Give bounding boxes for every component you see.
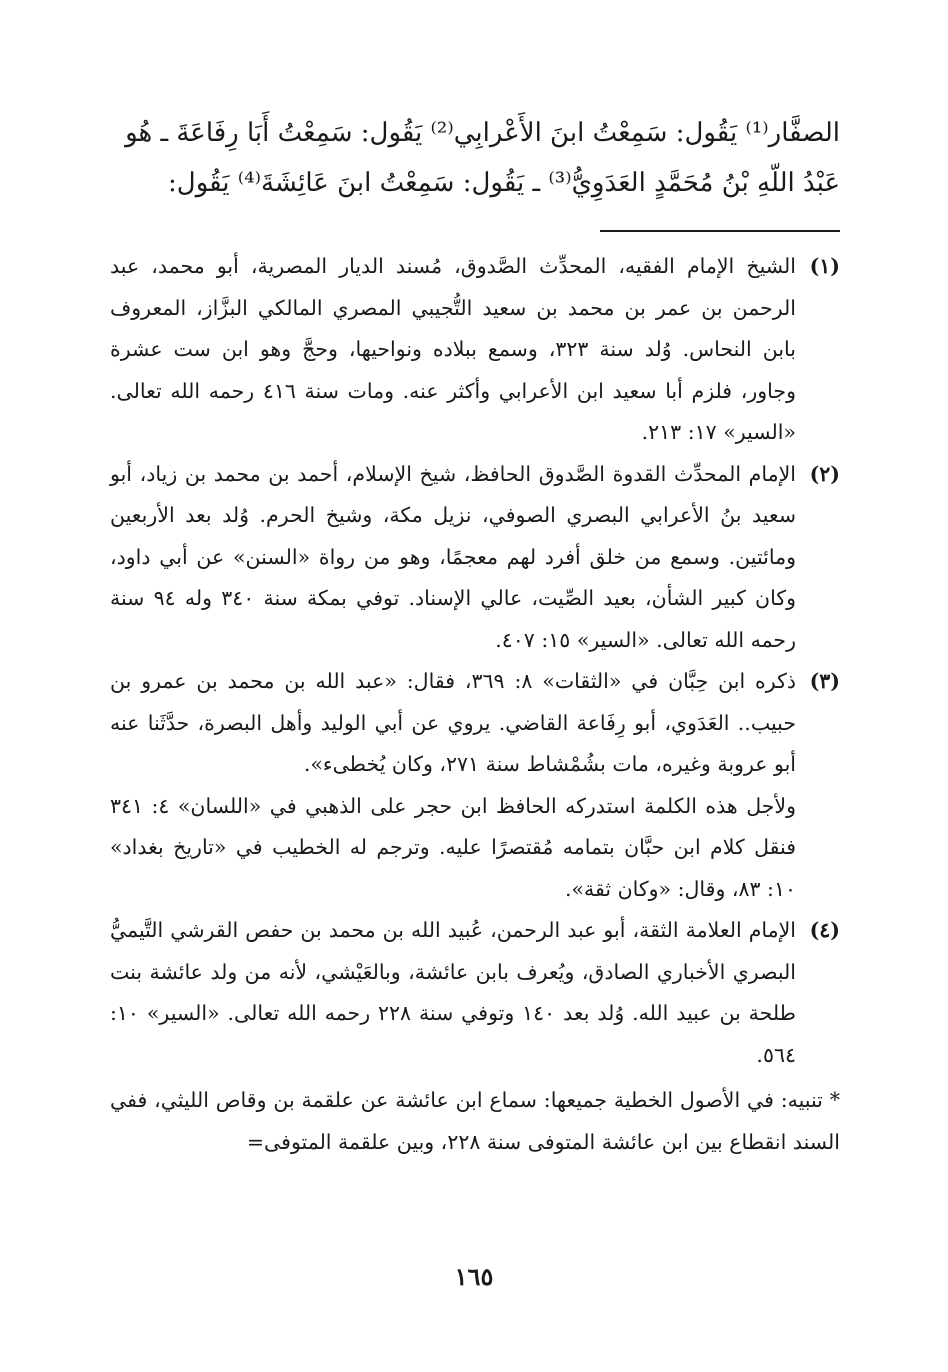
footnote-number: (١) xyxy=(809,254,840,278)
editorial-note: * تنبيه: في الأصول الخطية جميعها: سماع ابن عائشة عن علقمة بن وقاص الليثي، ففي السند انقطاع بين ابن عائشة المتوفى سنة ٢٢٨، وبين علقمة المتوفى= xyxy=(110,1088,840,1154)
footnote-2 xyxy=(110,454,840,662)
footnote-text: الشيخ الإمام الفقيه، المحدِّث الصَّدوق، مُسند الديار المصرية، أبو محمد، عبد الرحمن بن عمر بن محمد بن سعيد التُّجيبي المصري المالكي البزَّاز، المعروف بابن النحاس. وُلد سنة ٣٢٣، وسمع ببلاده ونواحيها، وحجَّ وهو ابن ست عشرة وجاور، فلزم أبا سعيد ابن الأعرابي وأكثر عنه. ومات سنة ٤١٦ رحمه الله تعالى. «السير» ١٧: ٢١٣. xyxy=(110,254,796,444)
footnote-3 xyxy=(110,661,840,910)
footnote-4 xyxy=(110,910,840,1076)
footnote-text: ذكره ابن حِبَّان في «الثقات» ٨: ٣٦٩، فقال: «عبد الله بن محمد بن عمرو بن حبيب.. العَدَوي، أبو رِفَاعة القاضي. يروي عن أبي الوليد وأهل البصرة، حدَّثَنا عنه أبو عروبة وغيره، مات بشُمْشاط سنة ٢٧١، وكان يُخطىء». xyxy=(110,669,796,776)
footnote-number: (٢) xyxy=(809,461,840,486)
footnote-text-continued: ولأجل هذه الكلمة استدركه الحافظ ابن حجر على الذهبي في «اللسان» ٤: ٣٤١ فنقل كلام ابن حبَّان بتمامه مُقتصرًا عليه. وترجم له الخطيب في «تاريخ بغداد» ١٠: ٨٣، وقال: «وكان ثقة». xyxy=(110,793,796,901)
main-text xyxy=(110,108,840,208)
main-text-line: عَبْدُ اللّهِ بْنُ مُحَمَّدٍ العَدَوِيُّ⁽³⁾ ـ يَقُول: سَمِعْتُ ابنَ عَائِشَةَ⁽⁴⁾ يَقُول: xyxy=(168,168,840,198)
footnote-number: (٤) xyxy=(809,918,840,942)
footnote-text: الإمام المحدِّث القدوة الصَّدوق الحافظ، شيخ الإسلام، أحمد بن محمد بن زياد، أبو سعيد بنُ الأعرابي البصري الصوفي، نزيل مكة، وشيخ الحرم. وُلد بعد الأربعين ومائتين. وسمع من خلق أفرد لهم معجمًا، وهو من رواة «السنن» عن أبي داود، وكان كبير الشأن، بعيد الصِّيت، عالي الإسناد. توفي بمكة سنة ٣٤٠ وله ٩٤ سنة رحمه الله تعالى. «السير» ١٥: ٤٠٧. xyxy=(110,461,797,652)
footnotes xyxy=(110,246,840,1163)
footnote-divider xyxy=(600,230,840,232)
footnote-text: الإمام العلامة الثقة، أبو عبد الرحمن، عُبيد الله بن محمد بن حفص القرشي التَّيميُّ البصري الأخباري الصادق، ويُعرف بابن عائشة، وبالعَيْشي، لأنه من ولد عائشة بنت طلحة بن عبيد الله. وُلد بعد ١٤٠ وتوفي سنة ٢٢٨ رحمه الله تعالى. «السير» ١٠: ٥٦٤. xyxy=(110,918,797,1067)
page-body xyxy=(110,108,840,1184)
footnote-number: (٣) xyxy=(809,669,840,693)
footnote-1 xyxy=(110,246,840,454)
main-text-line: الصفَّار⁽¹⁾ يَقُول: سَمِعْتُ ابنَ الأَعْرابِي⁽²⁾ يَقُول: سَمِعْتُ أَبَا رِفَاعَةَ ـ هُو xyxy=(125,118,840,148)
page-number: ١٦٥ xyxy=(454,1262,494,1291)
